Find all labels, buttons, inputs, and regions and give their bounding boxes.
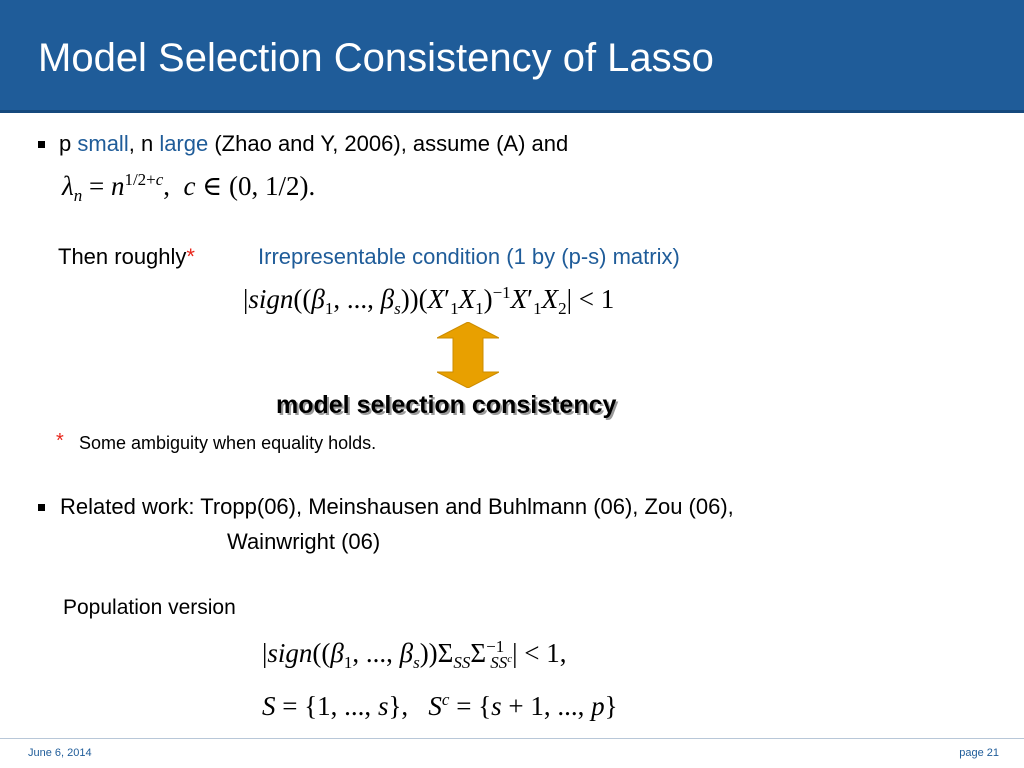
footer-page-number: page 21: [959, 747, 999, 759]
bullet-marker: [38, 504, 45, 511]
n-label: , n: [128, 131, 154, 156]
model-selection-consistency-label: model selection consistency: [276, 391, 617, 419]
bullet-marker: [38, 141, 45, 148]
bullet-1-text: [59, 131, 568, 157]
then-roughly-line: [58, 244, 195, 270]
related-work-line-2: Wainwright (06): [227, 529, 381, 554]
population-formula-1: $|sign((\beta_1$, ..., $\beta_s))\Sigma_{SS}\Sigma^{-1}_{SS^c}| < 1$,: [262, 637, 567, 672]
irrepresentable-label: Irrepresentable condition (1 by (p-s) matrix): [258, 244, 680, 269]
then-roughly-label: Then roughly: [58, 244, 187, 269]
lambda-formula: $\lambda_n = n^{1/2+c}$, c ∈ (0, 1/2).: [62, 170, 316, 205]
title-bar: [0, 0, 1024, 113]
bullet-1-rest: (Zhao and Y, 2006), assume (A) and: [214, 131, 569, 156]
slide-title: Model Selection Consistency of Lasso: [38, 36, 714, 80]
asterisk-mark: *: [186, 244, 195, 269]
p-label: p: [59, 131, 72, 156]
related-work-line-1: Related work: Tropp(06), Meinshausen and Buhlmann (06), Zou (06),: [60, 494, 734, 519]
footer-date: June 6, 2014: [28, 747, 92, 759]
population-version-label: Population version: [63, 596, 236, 619]
small-label: small: [77, 131, 129, 156]
irrepresentable-formula: $|sign((\beta_1$, ..., $\beta_s))(X'_1X_1)^{-1}X'_1X_2| < 1$: [243, 283, 615, 318]
double-arrow-icon: [437, 322, 499, 388]
footer-divider: [0, 738, 1024, 739]
population-formula-2: S = {1, ..., s}, $S^c = \{s + 1$, ..., p}: [262, 690, 618, 721]
ambiguity-note: Some ambiguity when equality holds.: [79, 433, 377, 453]
large-label: large: [159, 131, 209, 156]
footnote-asterisk: *: [56, 430, 64, 452]
